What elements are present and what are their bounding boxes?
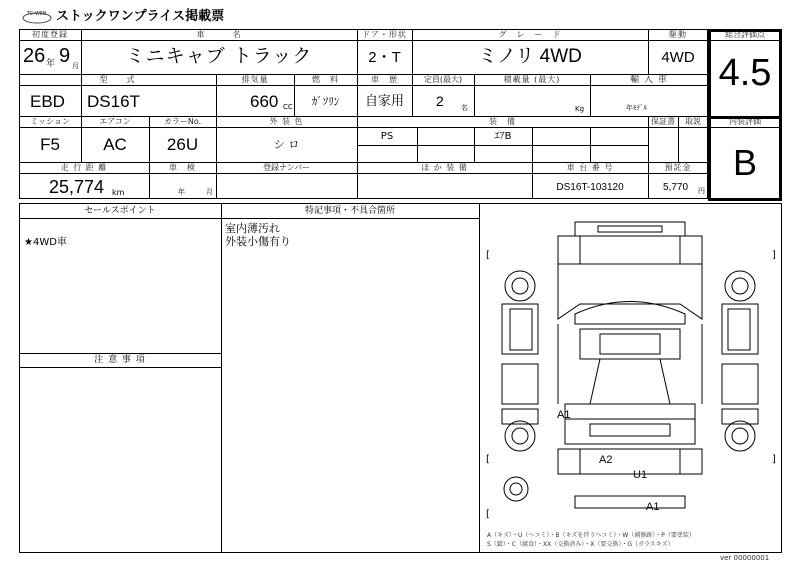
header-logo: [22, 9, 52, 21]
reserve: 5,770: [663, 182, 689, 193]
label-interior: 内装評価: [729, 117, 761, 126]
grade: ミノリ 4WD: [478, 46, 582, 67]
mark-u1: U1: [633, 469, 648, 481]
label-manual: 取説: [685, 117, 701, 126]
drive: 4WD: [661, 49, 695, 66]
fuel: ｶﾞｿﾘﾝ: [311, 95, 340, 108]
insp-year-unit: 年: [178, 188, 185, 196]
overall-score: 4.5: [718, 52, 772, 94]
label-import: 輸 入 車: [630, 75, 668, 85]
aircon: AC: [103, 135, 127, 154]
import-note: 年ﾓﾃﾞﾙ: [626, 104, 647, 112]
interior-score: B: [732, 142, 757, 183]
month-unit: 月: [72, 62, 79, 70]
mileage-unit: km: [112, 188, 125, 197]
capacity-unit: 名: [461, 104, 468, 112]
mark-a1-bumper: A1: [646, 501, 660, 513]
mileage: 25,774: [49, 177, 105, 197]
label-drive: 駆動: [669, 30, 687, 39]
mission: F5: [40, 135, 60, 154]
label-other-equipment: ほ か 装 備: [421, 163, 468, 172]
reserve-unit: 円: [698, 187, 705, 195]
mark-a2: A2: [599, 454, 613, 466]
label-exterior-color: 外 装 色: [269, 117, 304, 126]
page-title: ストックワンプライス掲載票: [56, 9, 225, 24]
car-name: ミニキャブ トラック: [125, 45, 313, 67]
label-mission: ミッション: [30, 117, 70, 126]
bracket-rear-right: ]: [772, 454, 776, 465]
first-reg-year: 26: [23, 45, 46, 67]
label-chassis: 車 台 番 号: [566, 163, 614, 172]
label-model-type: 型 式: [99, 75, 136, 84]
label-plate: 登録ナンバー: [262, 163, 311, 172]
bracket-bottom-left: [: [486, 509, 490, 520]
equip-airbag: ｴｱB: [494, 131, 512, 142]
label-overall: 総合評価点: [725, 30, 765, 39]
label-history: 車 歴: [371, 75, 398, 84]
legend-line-2: S（錆）・C（腐食）・XX（交換済み）・X（要交換）・G（ガラスキズ）: [487, 541, 674, 548]
color-no: 26U: [166, 135, 199, 154]
chassis: DS16T-103120: [556, 182, 624, 193]
equip-ps: PS: [380, 131, 394, 142]
legend-line-1: A（キズ）・U（ヘコミ）・B（キズを伴うヘコミ）・W（補修跡）・P（要塗装）: [487, 532, 695, 539]
capacity: 2: [436, 93, 444, 109]
bracket-rear-left: [: [486, 454, 490, 465]
special-title: 特記事項・不具合箇所: [304, 206, 395, 216]
mark-a1-hood: A1: [557, 409, 571, 421]
label-door-type: ドア・形状: [362, 30, 407, 39]
label-load: 積載量 (最大): [503, 75, 561, 84]
bracket-front-left: [: [486, 250, 490, 261]
first-reg-month: 9: [59, 45, 71, 67]
special-line-1: 室内薄汚れ: [225, 222, 280, 235]
displacement: 660: [250, 92, 279, 111]
label-inspection: 車 検: [169, 163, 196, 172]
label-aircon: エアコン: [99, 117, 131, 126]
load-unit: Kg: [575, 105, 585, 113]
label-first-reg: 初度登録: [32, 30, 68, 39]
model-code: DS16T: [87, 92, 140, 111]
truck-diagram: [480, 204, 781, 552]
label-mileage: 走 行 距 離: [60, 163, 108, 172]
label-warranty: 保証書: [651, 117, 675, 126]
label-capacity: 定員(最大): [423, 75, 463, 84]
version-label: ver 00000001: [720, 554, 770, 562]
label-car-name: 車 名: [196, 30, 242, 39]
history: 自家用: [364, 94, 404, 109]
label-grade: グ レ ー ド: [498, 30, 562, 39]
label-reserve: 預託金: [664, 163, 692, 172]
sales-title: セールスポイント: [84, 206, 156, 216]
displacement-unit: CC: [283, 103, 293, 111]
logo-text: TC-WEB: [27, 11, 47, 17]
notes-title: 注 意 事 項: [94, 355, 146, 365]
label-equipment: 装 備: [489, 117, 516, 126]
insp-month-unit: 月: [206, 188, 213, 196]
model-prefix: EBD: [30, 92, 65, 111]
label-fuel: 燃 料: [312, 75, 339, 84]
label-displacement: 排気量: [241, 75, 269, 84]
year-unit: 年: [46, 59, 56, 69]
label-color-no: カラーNo.: [163, 117, 202, 126]
sales-item: ★4WD車: [24, 237, 67, 248]
exterior-color: シ ロ: [273, 138, 300, 151]
door-type: 2・T: [368, 49, 401, 66]
special-line-2: 外装小傷有り: [225, 235, 291, 248]
bracket-front-right: ]: [772, 250, 776, 261]
